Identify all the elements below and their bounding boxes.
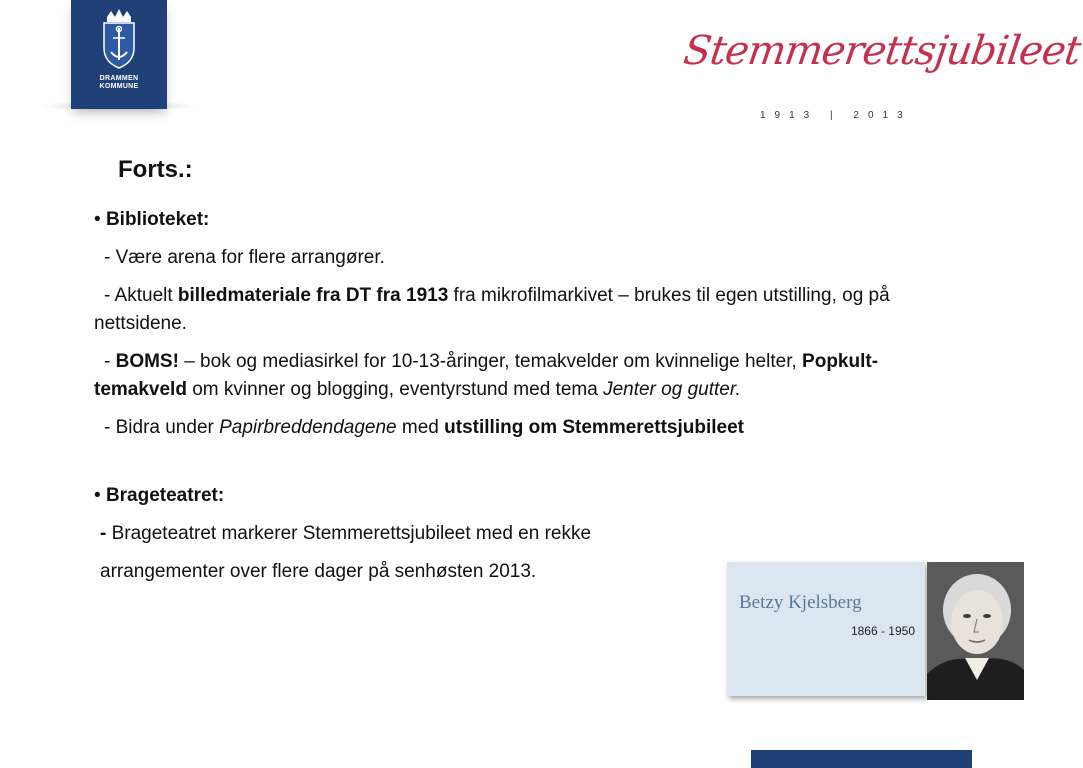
- item-text: - Bidra under: [104, 417, 220, 438]
- jubilee-script-title: Stemmerettsjubileet: [680, 28, 1083, 74]
- item-bold: billedmateriale fra DT fra 1913: [177, 285, 449, 306]
- item-text: -: [104, 351, 116, 372]
- item-text: – bok og mediasirkel for 10-13-åringer, temakvelder om kvinnelige helter,: [178, 351, 803, 372]
- item-bold: Popkult-temakveld: [94, 351, 879, 400]
- page-title: Forts.:: [118, 156, 193, 183]
- item-text: om kvinner og blogging, eventyrstund med tema: [186, 379, 604, 400]
- caption-years: 1866 - 1950: [850, 624, 915, 638]
- jubilee-years: 1913 | 2013: [760, 110, 912, 121]
- item-italic: Jenter og gutter.: [603, 379, 741, 400]
- list-item: [94, 414, 924, 442]
- logo-line-1: DRAMMEN: [99, 75, 139, 82]
- logo-line-2: KOMMUNE: [99, 83, 139, 90]
- item-text: fra mikrofilmarkivet – brukes til egen utstilling, og på nettsidene.: [94, 285, 890, 334]
- item-text: arrangementer over flere dager på senhøsten 2013.: [100, 561, 537, 582]
- item-bold: utstilling om Stemmerettsjubileet: [444, 417, 744, 438]
- portrait-caption: [727, 562, 925, 696]
- portrait-photo: [927, 562, 1024, 700]
- list-item: [94, 244, 924, 272]
- item-text: - Være arena for flere arrangører.: [104, 247, 385, 268]
- coat-of-arms-icon: [71, 0, 167, 109]
- item-text: med: [396, 417, 445, 438]
- list-item: [94, 282, 924, 338]
- portrait-image: [927, 562, 1024, 700]
- bullet-biblioteket: • Biblioteket:: [94, 209, 210, 230]
- item-text: - Aktuelt: [104, 285, 178, 306]
- list-item: [94, 348, 924, 404]
- item-bold: BOMS!: [115, 351, 179, 372]
- item-bold: -: [100, 523, 107, 544]
- bullet-brageteatret: • Brageteatret:: [94, 485, 225, 506]
- section-heading: Biblioteket:: [105, 209, 210, 230]
- slide-body: [94, 206, 924, 596]
- item-italic: Papirbreddendagene: [219, 417, 397, 438]
- footer-bar: [751, 750, 972, 768]
- caption-name: Betzy Kjelsberg: [739, 592, 862, 613]
- list-item: [94, 520, 924, 548]
- item-text: Brageteatret markerer Stemmerettsjubileet med en rekke: [106, 523, 592, 544]
- section-heading: Brageteatret:: [105, 485, 225, 506]
- drammen-kommune-logo: [71, 0, 167, 109]
